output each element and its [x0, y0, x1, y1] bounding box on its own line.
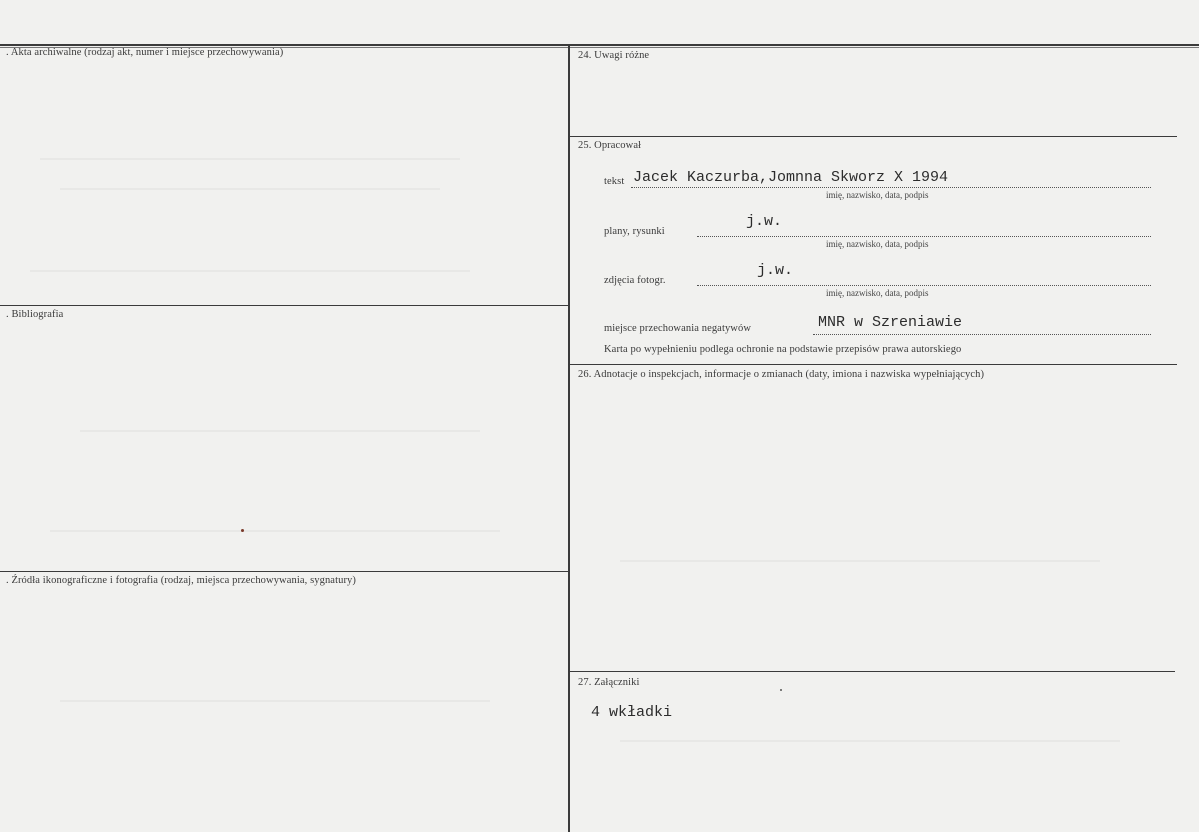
plans-drawings-line	[697, 236, 1151, 237]
copyright-notice: Karta po wypełnieniu podlega ochronie na podstawie przepisów prawa autorskiego	[604, 344, 962, 355]
bleed-through-mark	[620, 560, 1100, 562]
bibliography-label: . Bibliografia	[6, 309, 64, 320]
iconographic-sources-label: . Źródła ikonograficzne i fotografia (rodzaj, miejsca przechowywania, sygnatury)	[6, 575, 356, 586]
photographs-line	[697, 285, 1151, 286]
text-author-line	[631, 187, 1151, 188]
bleed-through-mark	[620, 740, 1120, 742]
bleed-through-mark	[60, 700, 490, 702]
plans-drawings-prefix: plany, rysunki	[604, 226, 665, 237]
photographs-prefix: zdjęcia fotogr.	[604, 275, 666, 286]
top-border-line	[0, 44, 1199, 46]
text-author-prefix: tekst	[604, 176, 625, 187]
plans-drawings-value: j.w.	[746, 213, 783, 230]
section-divider	[569, 136, 1177, 137]
attachments-label: 27. Załączniki	[578, 677, 640, 688]
negatives-storage-value: MNR w Szreniawie	[818, 314, 963, 331]
bleed-through-mark	[60, 188, 440, 190]
bleed-through-mark	[30, 270, 470, 272]
photographs-hint: imię, nazwisko, data, podpis	[826, 288, 929, 298]
negatives-storage-line	[813, 334, 1151, 335]
bleed-through-mark	[50, 530, 500, 532]
text-author-hint: imię, nazwisko, data, podpis	[826, 190, 929, 200]
section-divider	[0, 305, 569, 306]
remarks-label: 24. Uwagi różne	[578, 50, 650, 61]
section-divider	[569, 671, 1175, 672]
inspection-notes-label: 26. Adnotacje o inspekcjach, informacje o zmianach (daty, imiona i nazwiska wypełniających)	[578, 369, 985, 380]
negatives-storage-prefix: miejsce przechowania negatywów	[604, 323, 752, 334]
text-author-value: Jacek Kaczurba,Jomnna Skworz X 1994	[633, 169, 949, 186]
photographs-value: j.w.	[757, 262, 794, 279]
attachments-value: 4 wkładki	[591, 704, 673, 721]
bleed-through-mark	[40, 158, 460, 160]
section-divider	[569, 364, 1177, 365]
speck	[241, 529, 244, 532]
archival-records-label: . Akta archiwalne (rodzaj akt, numer i miejsce przechowywania)	[6, 47, 284, 58]
bleed-through-mark	[80, 430, 480, 432]
speck	[780, 689, 782, 691]
column-divider	[568, 44, 570, 832]
section-divider	[0, 571, 569, 572]
prepared-by-label: 25. Opracował	[578, 140, 642, 151]
plans-drawings-hint: imię, nazwisko, data, podpis	[826, 239, 929, 249]
